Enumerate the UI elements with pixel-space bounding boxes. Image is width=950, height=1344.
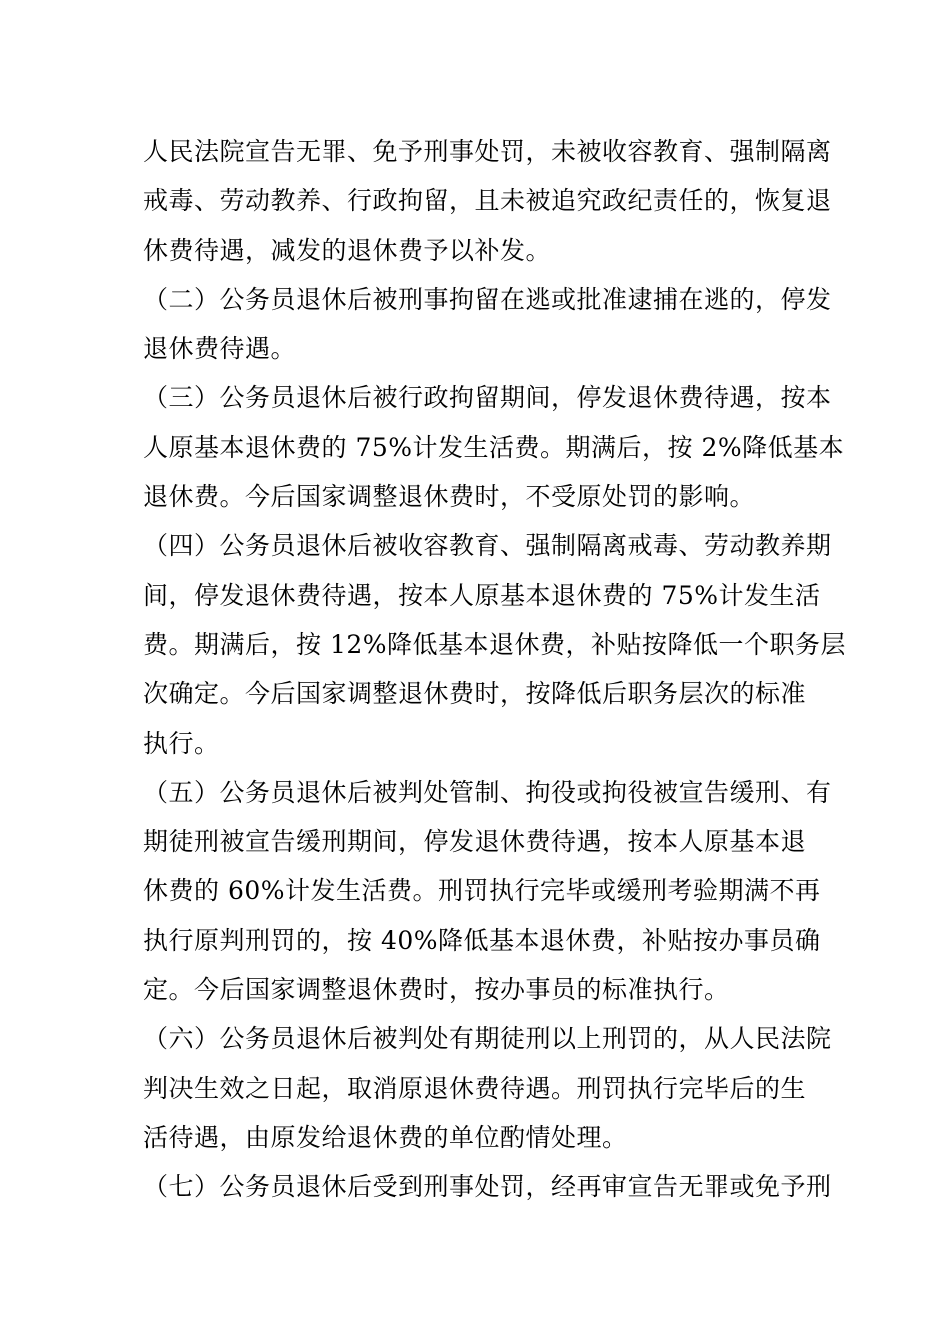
text-line: （五）公务员退休后被判处管制、拘役或拘役被宣告缓刑、有 xyxy=(143,777,832,807)
text-line: 退休费。今后国家调整退休费时，不受原处罚的影响。 xyxy=(143,482,756,512)
text-line: 费。期满后，按 12%降低基本退休费，补贴按降低一个职务层 xyxy=(143,629,847,659)
text-line: （二）公务员退休后被刑事拘留在逃或批准逮捕在逃的，停发 xyxy=(143,284,832,314)
text-line: 休费的 60%计发生活费。刑罚执行完毕或缓刑考验期满不再 xyxy=(143,876,821,906)
text-line: （七）公务员退休后受到刑事处罚，经再审宣告无罪或免予刑 xyxy=(143,1172,832,1202)
text-line: 人民法院宣告无罪、免予刑事处罚，未被收容教育、强制隔离 xyxy=(143,137,832,166)
text-line: 戒毒、劳动教养、行政拘留，且未被追究政纪责任的，恢复退 xyxy=(143,186,832,216)
text-line: 退休费待遇。 xyxy=(143,334,297,364)
text-line: （六）公务员退休后被判处有期徒刑以上刑罚的，从人民法院 xyxy=(143,1024,832,1054)
text-line: 休费待遇，减发的退休费予以补发。 xyxy=(143,235,552,265)
text-line: 执行原判刑罚的，按 40%降低基本退休费，补贴按办事员确 xyxy=(143,925,821,955)
text-line: 定。今后国家调整退休费时，按办事员的标准执行。 xyxy=(143,975,730,1005)
text-line: 判决生效之日起，取消原退休费待遇。刑罚执行完毕后的生 xyxy=(143,1073,807,1103)
text-line: 人原基本退休费的 75%计发生活费。期满后，按 2%降低基本 xyxy=(143,432,845,462)
text-line: 活待遇，由原发给退休费的单位酌情处理。 xyxy=(143,1122,628,1152)
text-line: 期徒刑被宣告缓刑期间，停发退休费待遇，按本人原基本退 xyxy=(143,827,807,857)
text-line: （三）公务员退休后被行政拘留期间，停发退休费待遇，按本 xyxy=(143,383,832,413)
text-line: 间，停发退休费待遇，按本人原基本退休费的 75%计发生活 xyxy=(143,580,821,610)
text-line: 次确定。今后国家调整退休费时，按降低后职务层次的标准 xyxy=(143,679,807,709)
body-text xyxy=(143,127,847,1212)
text-line: （四）公务员退休后被收容教育、强制隔离戒毒、劳动教养期 xyxy=(143,531,832,561)
text-line: 执行。 xyxy=(143,728,220,758)
